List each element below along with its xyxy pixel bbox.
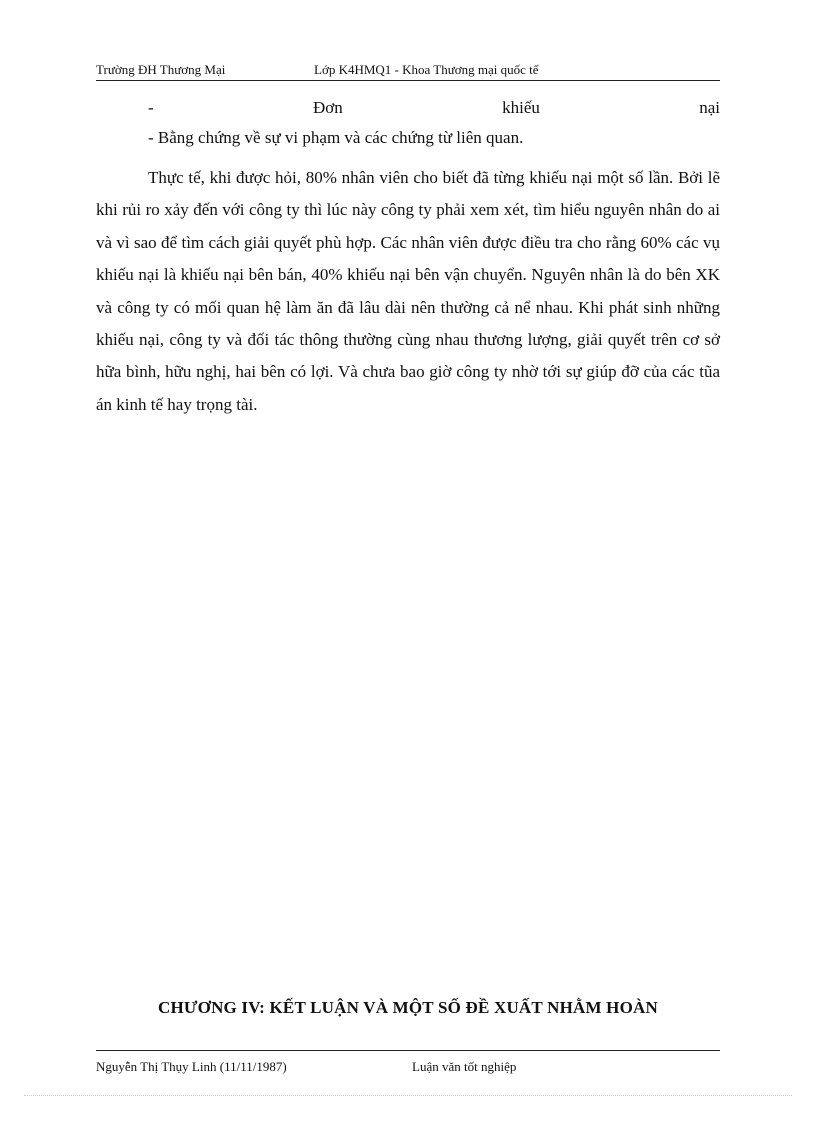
- bullet-word: khiếu: [502, 98, 540, 117]
- bullet-word: Đơn: [313, 98, 343, 117]
- footer-thesis-type: Luận văn tốt nghiệp: [412, 1059, 517, 1074]
- header-school: Trường ĐH Thương Mại: [96, 62, 226, 77]
- header-class: Lớp K4HMQ1 - Khoa Thương mại quốc tế: [314, 62, 539, 77]
- page-body: [96, 94, 720, 421]
- bullet-word: nại: [699, 98, 720, 117]
- body-paragraph: Thực tế, khi được hỏi, 80% nhân viên cho biết đã từng khiếu nại một số lần. Bởi lẽ khi rủi ro xảy đến với công ty thì lúc này công ty phải xem xét, tìm hiểu nguyên nhân do ai và vì sao để tìm cách giải quyết phù hợp. Các nhân viên được điều tra cho rằng 60% các vụ khiếu nại là khiếu nại bên bán, 40% khiếu nại bên vận chuyển. Nguyên nhân là do bên XK và công ty có mối quan hệ làm ăn đã lâu dài nên thường cả nể nhau. Khi phát sinh những khiếu nại, công ty và đối tác thông thường cùng nhau thương lượng, giải quyết trên cơ sở hữa bình, hữu nghị, hai bên có lợi. Và chưa bao giờ công ty nhờ tới sự giúp đỡ của các tũa án kinh tế hay trọng tài.: [96, 168, 720, 414]
- footer-author: Nguyễn Thị Thụy Linh (11/11/1987): [96, 1059, 287, 1074]
- page-edge-divider: [24, 1095, 792, 1096]
- footer-divider: [96, 1050, 720, 1051]
- bullet-line-2: - Bằng chứng về sự vi phạm và các chứng từ liên quan.: [148, 128, 524, 147]
- chapter-heading: CHƯƠNG IV: KẾT LUẬN VÀ MỘT SỐ ĐỀ XUẤT NHẰM HOÀN: [158, 998, 658, 1017]
- bullet-line-1: [96, 94, 720, 122]
- bullet-dash: -: [148, 98, 154, 117]
- page-header: [96, 62, 720, 81]
